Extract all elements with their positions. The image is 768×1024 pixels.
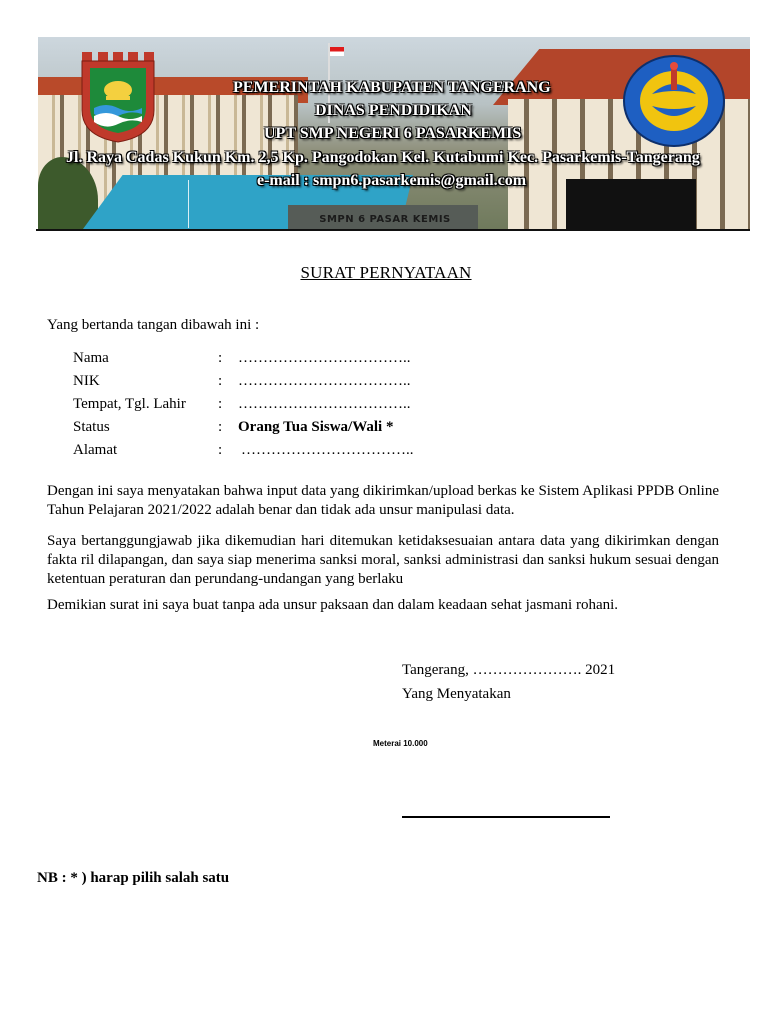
field-colon: :	[218, 350, 223, 366]
field-label-alamat: Alamat	[73, 442, 118, 458]
dark-wall	[566, 179, 696, 229]
field-value-alamat: ……………………………..	[241, 442, 414, 458]
intro-text: Yang bertanda tangan dibawah ini :	[47, 317, 260, 333]
gate-sign-text: SMPN 6 PASAR KEMIS	[319, 214, 451, 225]
header-line-address: Jl. Raya Cadas Kukun Km. 2,5 Kp. Pangodokan Kel. Kutabumi Kec. Pasarkemis-Tangerang	[66, 149, 700, 166]
place-date: Tangerang, …………………. 2021	[402, 662, 616, 678]
field-value-status: Orang Tua Siswa/Wali *	[238, 419, 394, 435]
field-colon: :	[218, 396, 223, 412]
signer-label: Yang Menyatakan	[402, 686, 511, 702]
statement-paragraph-3: Demikian surat ini saya buat tanpa ada unsur paksaan dan dalam keadaan sehat jasmani rohani.	[47, 597, 619, 613]
kabupaten-emblem-icon	[78, 52, 158, 144]
header-rule	[36, 229, 750, 231]
header-line-email: e-mail : smpn6.pasarkemis@gmail.com	[257, 172, 527, 189]
school-emblem-icon	[622, 54, 726, 148]
header-line-department: DINAS PENDIDIKAN	[315, 102, 472, 119]
court-line	[188, 180, 189, 228]
header-line-government: PEMERINTAH KABUPATEN TANGERANG	[233, 79, 551, 96]
field-value-nama: ……………………………..	[238, 350, 411, 366]
flag-icon	[330, 47, 344, 56]
meterai-label: Meterai 10.000	[373, 739, 428, 748]
header-line-school: UPT SMP NEGERI 6 PASARKEMIS	[264, 125, 522, 142]
field-label-nik: NIK	[73, 373, 100, 389]
field-label-status: Status	[73, 419, 110, 435]
field-value-birth: ……………………………..	[238, 396, 411, 412]
signature-line	[402, 816, 610, 818]
field-colon: :	[218, 419, 223, 435]
field-label-nama: Nama	[73, 350, 109, 366]
statement-paragraph-1: Dengan ini saya menyatakan bahwa input data yang dikirimkan/upload berkas ke Sistem Aplikasi PPDB Online Tahun Pelajaran 2021/2022 adalah benar dan tidak ada unsur manipulasi data.	[47, 483, 719, 518]
statement-paragraph-2: Saya bertanggungjawab jika dikemudian hari ditemukan ketidaksesuaian antara data yang dikirimkan dengan fakta ril dilapangan, dan saya siap menerima sanksi moral, sanksi administrasi dan sanksi hukum sesuai dengan ketentuan peraturan dan perundang-undangan yang berlaku	[47, 533, 719, 587]
field-colon: :	[218, 442, 223, 458]
field-value-nik: ……………………………..	[238, 373, 411, 389]
field-label-birth: Tempat, Tgl. Lahir	[73, 396, 186, 412]
field-colon: :	[218, 373, 223, 389]
footnote-nb: NB : * ) harap pilih salah satu	[37, 870, 230, 886]
document-title: SURAT PERNYATAAN	[300, 263, 472, 282]
